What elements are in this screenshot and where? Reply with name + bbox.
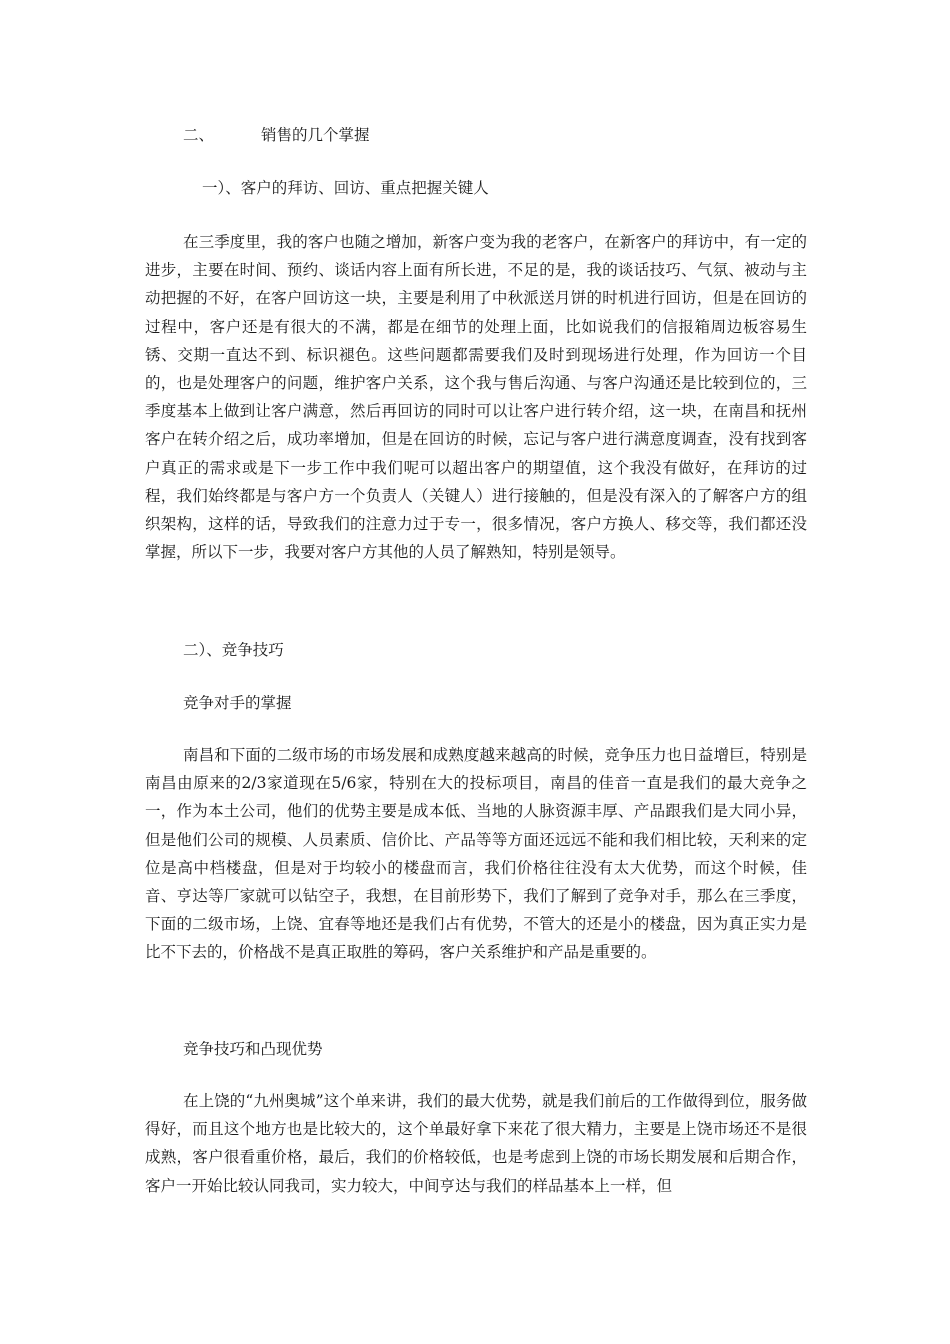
section-heading bbox=[183, 122, 370, 148]
subsection-heading-competition: 二）、竞争技巧 bbox=[183, 641, 284, 659]
subsection-heading-visits: 一）、客户的拜访、回访、重点把握关键人 bbox=[202, 179, 489, 197]
paragraph-competitors: 南昌和下面的二级市场的市场发展和成熟度越来越高的时候，竞争压力也日益增巨，特别是南昌由原来的2/3家道现在5/6家，特别在大的投标项目，南昌的佳音一直是我们的最大竞争之一，作为本土公司，他们的优势主要是成本低、当地的人脉资源丰厚、产品跟我们是大同小异，但是他们公司的规模、人员素质、信价比、产品等等方面还远远不能和我们相比较，天利来的定位是高中档楼盘，但是对于均较小的楼盘而言，我们价格往往没有太大优势，而这个时候，佳音、亨达等厂家就可以钻空子，我想，在目前形势下，我们了解到了竞争对手，那么在三季度，下面的二级市场，上饶、宜春等地还是我们占有优势，不管大的还是小的楼盘，因为真正实力是比不下去的，价格战不是真正取胜的筹码，客户关系维护和产品是重要的。 bbox=[145, 746, 807, 962]
topic-heading-competitors: 竞争对手的掌握 bbox=[183, 694, 292, 712]
section-number: 二、 bbox=[183, 126, 215, 144]
topic-heading-advantages: 竞争技巧和凸现优势 bbox=[183, 1040, 323, 1058]
paragraph-visits: 在三季度里，我的客户也随之增加，新客户变为我的老客户，在新客户的拜访中，有一定的进步，主要在时间、预约、谈话内容上面有所长进，不足的是，我的谈话技巧、气氛、被动与主动把握的不好，在客户回访这一块，主要是利用了中秋派送月饼的时机进行回访，但是在回访的过程中，客户还是有很大的不满，都是在细节的处理上面，比如说我们的信报箱周边板容易生锈、交期一直达不到、标识褪色。这些问题都需要我们及时到现场进行处理，作为回访一个目的，也是处理客户的问题，维护客户关系，这个我与售后沟通、与客户沟通还是比较到位的，三季度基本上做到让客户满意，然后再回访的同时可以让客户进行转介绍，这一块，在南昌和抚州客户在转介绍之后，成功率增加，但是在回访的时候，忘记与客户进行满意度调查，没有找到客户真正的需求或是下一步工作中我们呢可以超出客户的期望值，这个我没有做好，在拜访的过程，我们始终都是与客户方一个负责人（关键人）进行接触的，但是没有深入的了解客户方的组织架构，这样的话，导致我们的注意力过于专一，很多情况，客户方换人、移交等，我们都还没掌握，所以下一步，我要对客户方其他的人员了解熟知，特别是领导。 bbox=[145, 233, 807, 562]
section-title: 销售的几个掌握 bbox=[261, 126, 370, 144]
paragraph-advantages: 在上饶的“九州奥城”这个单来讲，我们的最大优势，就是我们前后的工作做得到位，服务做得好，而且这个地方也是比较大的，这个单最好拿下来花了很大精力，主要是上饶市场还不是很成熟，客户很看重价格，最后，我们的价格较低，也是考虑到上饶的市场长期发展和后期合作，客户一开始比较认同我司，实力较大，中间亨达与我们的样品基本上一样，但 bbox=[145, 1092, 807, 1195]
